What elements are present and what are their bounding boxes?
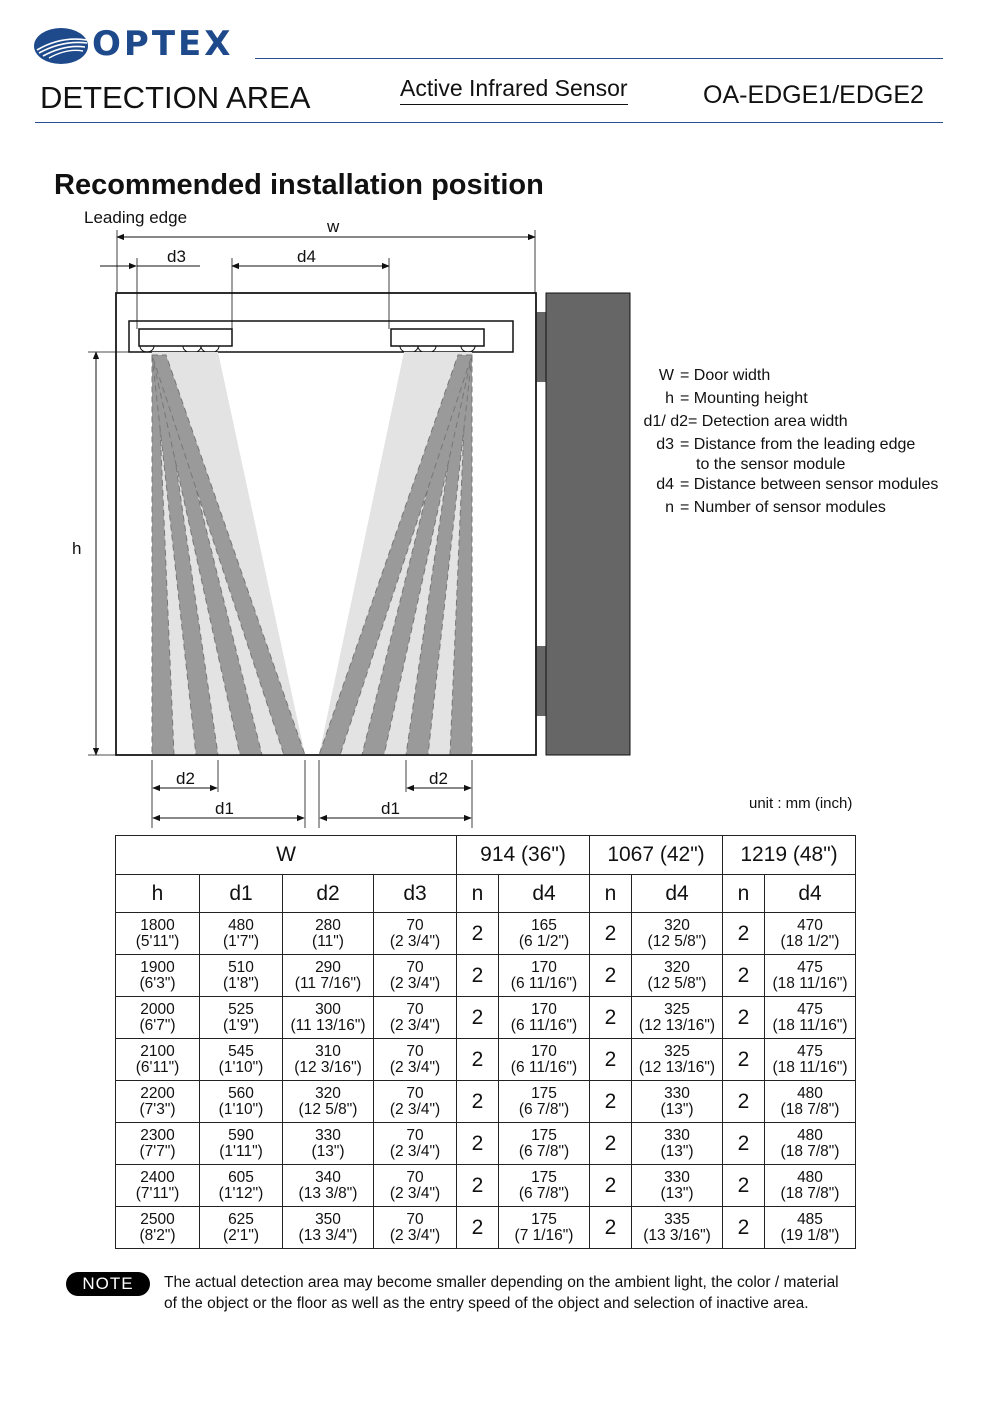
table-row [116, 1165, 856, 1207]
model-name: OA-EDGE1/EDGE2 [703, 81, 924, 109]
note-line: The actual detection area may become smaller depending on the ambient light, the color / material [164, 1274, 839, 1291]
sensor-module-right [391, 329, 484, 346]
cell-value: 320 [664, 958, 690, 976]
cell-value-imperial: (6 7/8") [518, 1142, 570, 1160]
cell-d1 [200, 1123, 283, 1165]
cell-n: 2 [723, 1207, 765, 1249]
cell-value-imperial: (18 7/8") [780, 1100, 840, 1118]
cell-n: 2 [590, 913, 632, 955]
cell-value: 2200 [140, 1084, 175, 1102]
legend-item: n = Number of sensor modules [665, 499, 886, 516]
cell-value-imperial: (11") [312, 932, 344, 950]
legend-item: d1/ d2= Detection area width [643, 413, 848, 430]
cell-value: 2500 [140, 1210, 175, 1228]
cell-value-imperial: (12 5/8") [647, 932, 707, 950]
cell-value: 480 [228, 916, 254, 934]
cell-value-imperial: (6'3") [139, 974, 176, 992]
cell-value: 480 [797, 1168, 823, 1186]
cell-d2 [283, 1039, 374, 1081]
table-row [116, 1081, 856, 1123]
cell-value: 2300 [140, 1126, 175, 1144]
col-h: h [116, 875, 200, 913]
cell-h [116, 1165, 200, 1207]
cell-value: 330 [664, 1126, 690, 1144]
cell-value: 290 [315, 958, 341, 976]
header-width-1219: 1219 (48") [723, 836, 856, 875]
cell-d4 [765, 913, 856, 955]
cell-n: 2 [723, 1165, 765, 1207]
cell-d4 [765, 1123, 856, 1165]
cell-n: 2 [457, 1165, 499, 1207]
col-n: n [590, 875, 632, 913]
cell-value: 605 [228, 1168, 254, 1186]
cell-value: 280 [315, 916, 341, 934]
cell-d3 [374, 1039, 457, 1081]
cell-value-imperial: (1'11") [219, 1142, 263, 1160]
cell-n: 2 [590, 1123, 632, 1165]
cell-value-imperial: (1'7") [222, 932, 260, 950]
table-row [116, 913, 856, 955]
cell-n: 2 [457, 1207, 499, 1249]
product-type: Active Infrared Sensor [400, 74, 628, 105]
cell-value: 165 [531, 916, 557, 934]
table-body [116, 913, 856, 1249]
cell-value: 510 [228, 958, 254, 976]
cell-h [116, 913, 200, 955]
cell-value-imperial: (18 1/2") [780, 932, 840, 950]
dim-d1-right-label: d1 [381, 799, 400, 818]
cell-h [116, 1207, 200, 1249]
cell-value: 70 [406, 1168, 424, 1186]
cell-value-imperial: (11 13/16") [290, 1016, 366, 1034]
cell-value: 310 [315, 1042, 341, 1060]
cell-value: 70 [406, 1084, 424, 1102]
cell-value: 70 [406, 958, 424, 976]
cell-d3 [374, 955, 457, 997]
cell-value-imperial: (6 11/16") [510, 1016, 578, 1034]
cell-value: 70 [406, 1126, 424, 1144]
header-width-914: 914 (36") [457, 836, 590, 875]
cell-d4 [499, 1207, 590, 1249]
cell-d4 [499, 1165, 590, 1207]
cell-value: 330 [664, 1168, 690, 1186]
cell-d4 [499, 1039, 590, 1081]
legend-item: d3 = Distance from the leading edge [656, 436, 916, 453]
legend-item: h = Mounting height [665, 390, 808, 407]
cell-n: 2 [723, 1081, 765, 1123]
cell-n: 2 [457, 1081, 499, 1123]
cell-h [116, 955, 200, 997]
cell-value-imperial: (1'12") [218, 1184, 264, 1202]
cell-d1 [200, 1039, 283, 1081]
cell-value-imperial: (7'3") [139, 1100, 176, 1118]
cell-d1 [200, 997, 283, 1039]
table-row [116, 1123, 856, 1165]
cell-value: 175 [531, 1168, 557, 1186]
cell-value-imperial: (13") [660, 1142, 694, 1160]
cell-d2 [283, 997, 374, 1039]
cell-d4 [499, 997, 590, 1039]
cell-n: 2 [723, 913, 765, 955]
table-header-row [116, 836, 856, 875]
cell-d4 [632, 1207, 723, 1249]
cell-value: 625 [228, 1210, 254, 1228]
table-subheader-row [116, 875, 856, 913]
cell-d4 [499, 913, 590, 955]
dim-d1-left-label: d1 [215, 799, 234, 818]
cell-h [116, 1081, 200, 1123]
cell-value-imperial: (12 5/8") [298, 1100, 358, 1118]
cell-n: 2 [457, 997, 499, 1039]
cell-value-imperial: (2 3/4") [389, 1184, 441, 1202]
cell-value-imperial: (5'11") [135, 932, 180, 950]
cell-n: 2 [590, 1207, 632, 1249]
cell-value-imperial: (8'2") [139, 1226, 176, 1244]
dim-d3-label: d3 [167, 247, 186, 266]
cell-d2 [283, 1207, 374, 1249]
cell-value: 170 [531, 958, 557, 976]
cell-h [116, 1123, 200, 1165]
cell-value: 70 [406, 1210, 424, 1228]
cell-value: 300 [315, 1000, 341, 1018]
cell-value: 2400 [140, 1168, 175, 1186]
cell-value-imperial: (1'9") [222, 1016, 260, 1034]
cell-value-imperial: (12 5/8") [647, 974, 707, 992]
col-d4: d4 [499, 875, 590, 913]
installation-spec-table [115, 835, 856, 1249]
cell-h [116, 1039, 200, 1081]
dim-d4-label: d4 [297, 247, 316, 266]
cell-value-imperial: (2 3/4") [389, 1100, 441, 1118]
cell-value: 340 [315, 1168, 341, 1186]
cell-h [116, 997, 200, 1039]
cell-d3 [374, 1123, 457, 1165]
cell-value: 485 [797, 1210, 823, 1228]
cell-value: 470 [797, 916, 823, 934]
table-row [116, 997, 856, 1039]
cell-d2 [283, 1081, 374, 1123]
cell-value-imperial: (13 3/4") [298, 1226, 358, 1244]
legend-item: to the sensor module [696, 456, 846, 473]
cell-n: 2 [723, 1039, 765, 1081]
cell-value: 475 [797, 1000, 823, 1018]
cell-d4 [765, 1081, 856, 1123]
cell-d4 [499, 1123, 590, 1165]
cell-value-imperial: (19 1/8") [780, 1226, 840, 1244]
cell-value: 330 [664, 1084, 690, 1102]
cell-value: 475 [797, 958, 823, 976]
cell-value: 320 [664, 916, 690, 934]
cell-value-imperial: (2 3/4") [389, 1142, 441, 1160]
col-n: n [723, 875, 765, 913]
legend-item: W = Door width [658, 367, 771, 384]
leading-edge-label: Leading edge [84, 208, 188, 227]
cell-d4 [632, 913, 723, 955]
cell-n: 2 [457, 955, 499, 997]
cell-value: 480 [797, 1084, 823, 1102]
cell-value-imperial: (13") [311, 1142, 345, 1160]
cell-value: 330 [315, 1126, 341, 1144]
cell-value: 545 [228, 1042, 254, 1060]
cell-d3 [374, 1081, 457, 1123]
cell-value: 175 [531, 1126, 557, 1144]
cell-value-imperial: (2 3/4") [389, 1226, 441, 1244]
brand-wordmark: OPTEX [92, 24, 234, 64]
cell-d4 [632, 997, 723, 1039]
cell-d2 [283, 1165, 374, 1207]
cell-n: 2 [590, 997, 632, 1039]
cell-value: 70 [406, 916, 424, 934]
cell-value: 170 [531, 1000, 557, 1018]
cell-d4 [632, 955, 723, 997]
cell-value: 170 [531, 1042, 557, 1060]
cell-value: 325 [664, 1000, 690, 1018]
cell-value-imperial: (6 7/8") [518, 1184, 570, 1202]
cell-d1 [200, 1165, 283, 1207]
cell-value-imperial: (2'1") [222, 1226, 260, 1244]
cell-n: 2 [723, 955, 765, 997]
cell-d4 [632, 1165, 723, 1207]
cell-n: 2 [457, 1123, 499, 1165]
cell-value-imperial: (11 7/16") [294, 974, 362, 992]
cell-d1 [200, 1207, 283, 1249]
col-d3: d3 [374, 875, 457, 913]
cell-value-imperial: (18 11/16") [772, 974, 848, 992]
cell-d4 [765, 1207, 856, 1249]
header-width-1067: 1067 (42") [590, 836, 723, 875]
cell-n: 2 [457, 1039, 499, 1081]
cell-d1 [200, 913, 283, 955]
cell-value: 2100 [140, 1042, 175, 1060]
page-heading: Recommended installation position [54, 169, 544, 201]
cell-d3 [374, 913, 457, 955]
note-line: of the object or the floor as well as the entry speed of the object and selection of inactive area. [164, 1295, 809, 1312]
cell-value: 70 [406, 1000, 424, 1018]
cell-value-imperial: (18 11/16") [772, 1016, 848, 1034]
dim-d2-right-label: d2 [429, 769, 448, 788]
cell-value-imperial: (6 11/16") [510, 1058, 578, 1076]
cell-d3 [374, 1165, 457, 1207]
cell-d1 [200, 955, 283, 997]
sliding-door-panel [546, 293, 630, 755]
cell-value-imperial: (13 3/8") [298, 1184, 358, 1202]
cell-value-imperial: (12 13/16") [638, 1058, 716, 1076]
table-row [116, 1039, 856, 1081]
dim-d2-left-label: d2 [176, 769, 195, 788]
cell-value-imperial: (6 7/8") [518, 1100, 570, 1118]
cell-value: 1800 [140, 916, 175, 934]
cell-value: 335 [664, 1210, 690, 1228]
dim-h-label: h [72, 539, 82, 558]
cell-d3 [374, 997, 457, 1039]
cell-value: 525 [228, 1000, 254, 1018]
section-title: DETECTION AREA [40, 80, 311, 115]
cell-value-imperial: (1'10") [218, 1058, 264, 1076]
cell-value: 325 [664, 1042, 690, 1060]
legend-item: d4 = Distance between sensor modules [656, 476, 939, 493]
cell-value-imperial: (12 13/16") [638, 1016, 716, 1034]
cell-value-imperial: (6 1/2") [518, 932, 570, 950]
cell-value: 350 [315, 1210, 341, 1228]
cell-n: 2 [590, 1165, 632, 1207]
cell-value-imperial: (1'10") [218, 1100, 264, 1118]
col-d1: d1 [200, 875, 283, 913]
cell-n: 2 [590, 955, 632, 997]
cell-d4 [765, 1039, 856, 1081]
cell-value-imperial: (13") [660, 1100, 694, 1118]
cell-n: 2 [723, 997, 765, 1039]
cell-d4 [632, 1123, 723, 1165]
cell-d4 [765, 955, 856, 997]
cell-d4 [765, 1165, 856, 1207]
cell-value-imperial: (6 11/16") [510, 974, 578, 992]
cell-value-imperial: (18 7/8") [780, 1142, 840, 1160]
table-row [116, 1207, 856, 1249]
cell-value-imperial: (2 3/4") [389, 932, 441, 950]
cell-value: 480 [797, 1126, 823, 1144]
cell-d4 [499, 955, 590, 997]
cell-value-imperial: (7'7") [139, 1142, 176, 1160]
cell-value-imperial: (18 11/16") [772, 1058, 848, 1076]
cell-value: 560 [228, 1084, 254, 1102]
cell-value-imperial: (7'11") [135, 1184, 180, 1202]
cell-d2 [283, 955, 374, 997]
cell-d1 [200, 1081, 283, 1123]
cell-value-imperial: (7 1/16") [514, 1226, 574, 1244]
cell-value: 475 [797, 1042, 823, 1060]
col-n: n [457, 875, 499, 913]
cell-value: 2000 [140, 1000, 175, 1018]
cell-value-imperial: (13") [660, 1184, 694, 1202]
cell-value-imperial: (1'8") [222, 974, 260, 992]
cell-d2 [283, 913, 374, 955]
cell-value: 590 [228, 1126, 254, 1144]
note-text [164, 1272, 954, 1314]
cell-d4 [765, 997, 856, 1039]
cell-value: 1900 [140, 958, 175, 976]
sensor-module-left [139, 329, 232, 346]
cell-value-imperial: (6'11") [135, 1058, 180, 1076]
cell-n: 2 [723, 1123, 765, 1165]
cell-value: 70 [406, 1042, 424, 1060]
cell-value-imperial: (18 7/8") [780, 1184, 840, 1202]
cell-value-imperial: (12 3/16") [294, 1058, 362, 1076]
cell-d4 [499, 1081, 590, 1123]
cell-n: 2 [590, 1081, 632, 1123]
cell-n: 2 [590, 1039, 632, 1081]
table-row [116, 955, 856, 997]
cell-value-imperial: (2 3/4") [389, 1016, 441, 1034]
cell-value: 320 [315, 1084, 341, 1102]
cell-value-imperial: (13 3/16") [643, 1226, 711, 1244]
cell-d4 [632, 1081, 723, 1123]
cell-value-imperial: (2 3/4") [389, 1058, 441, 1076]
col-d2: d2 [283, 875, 374, 913]
cell-n: 2 [457, 913, 499, 955]
cell-value-imperial: (2 3/4") [389, 974, 441, 992]
cell-d2 [283, 1123, 374, 1165]
cell-value-imperial: (6'7") [139, 1016, 176, 1034]
cell-value: 175 [531, 1210, 557, 1228]
cell-value: 175 [531, 1084, 557, 1102]
note-badge: NOTE [66, 1272, 150, 1296]
cell-d3 [374, 1207, 457, 1249]
unit-note: unit : mm (inch) [749, 795, 853, 812]
header-door-width: W [116, 836, 457, 875]
cell-d4 [632, 1039, 723, 1081]
col-d4: d4 [632, 875, 723, 913]
dim-w-label: w [327, 217, 340, 236]
col-d4: d4 [765, 875, 856, 913]
